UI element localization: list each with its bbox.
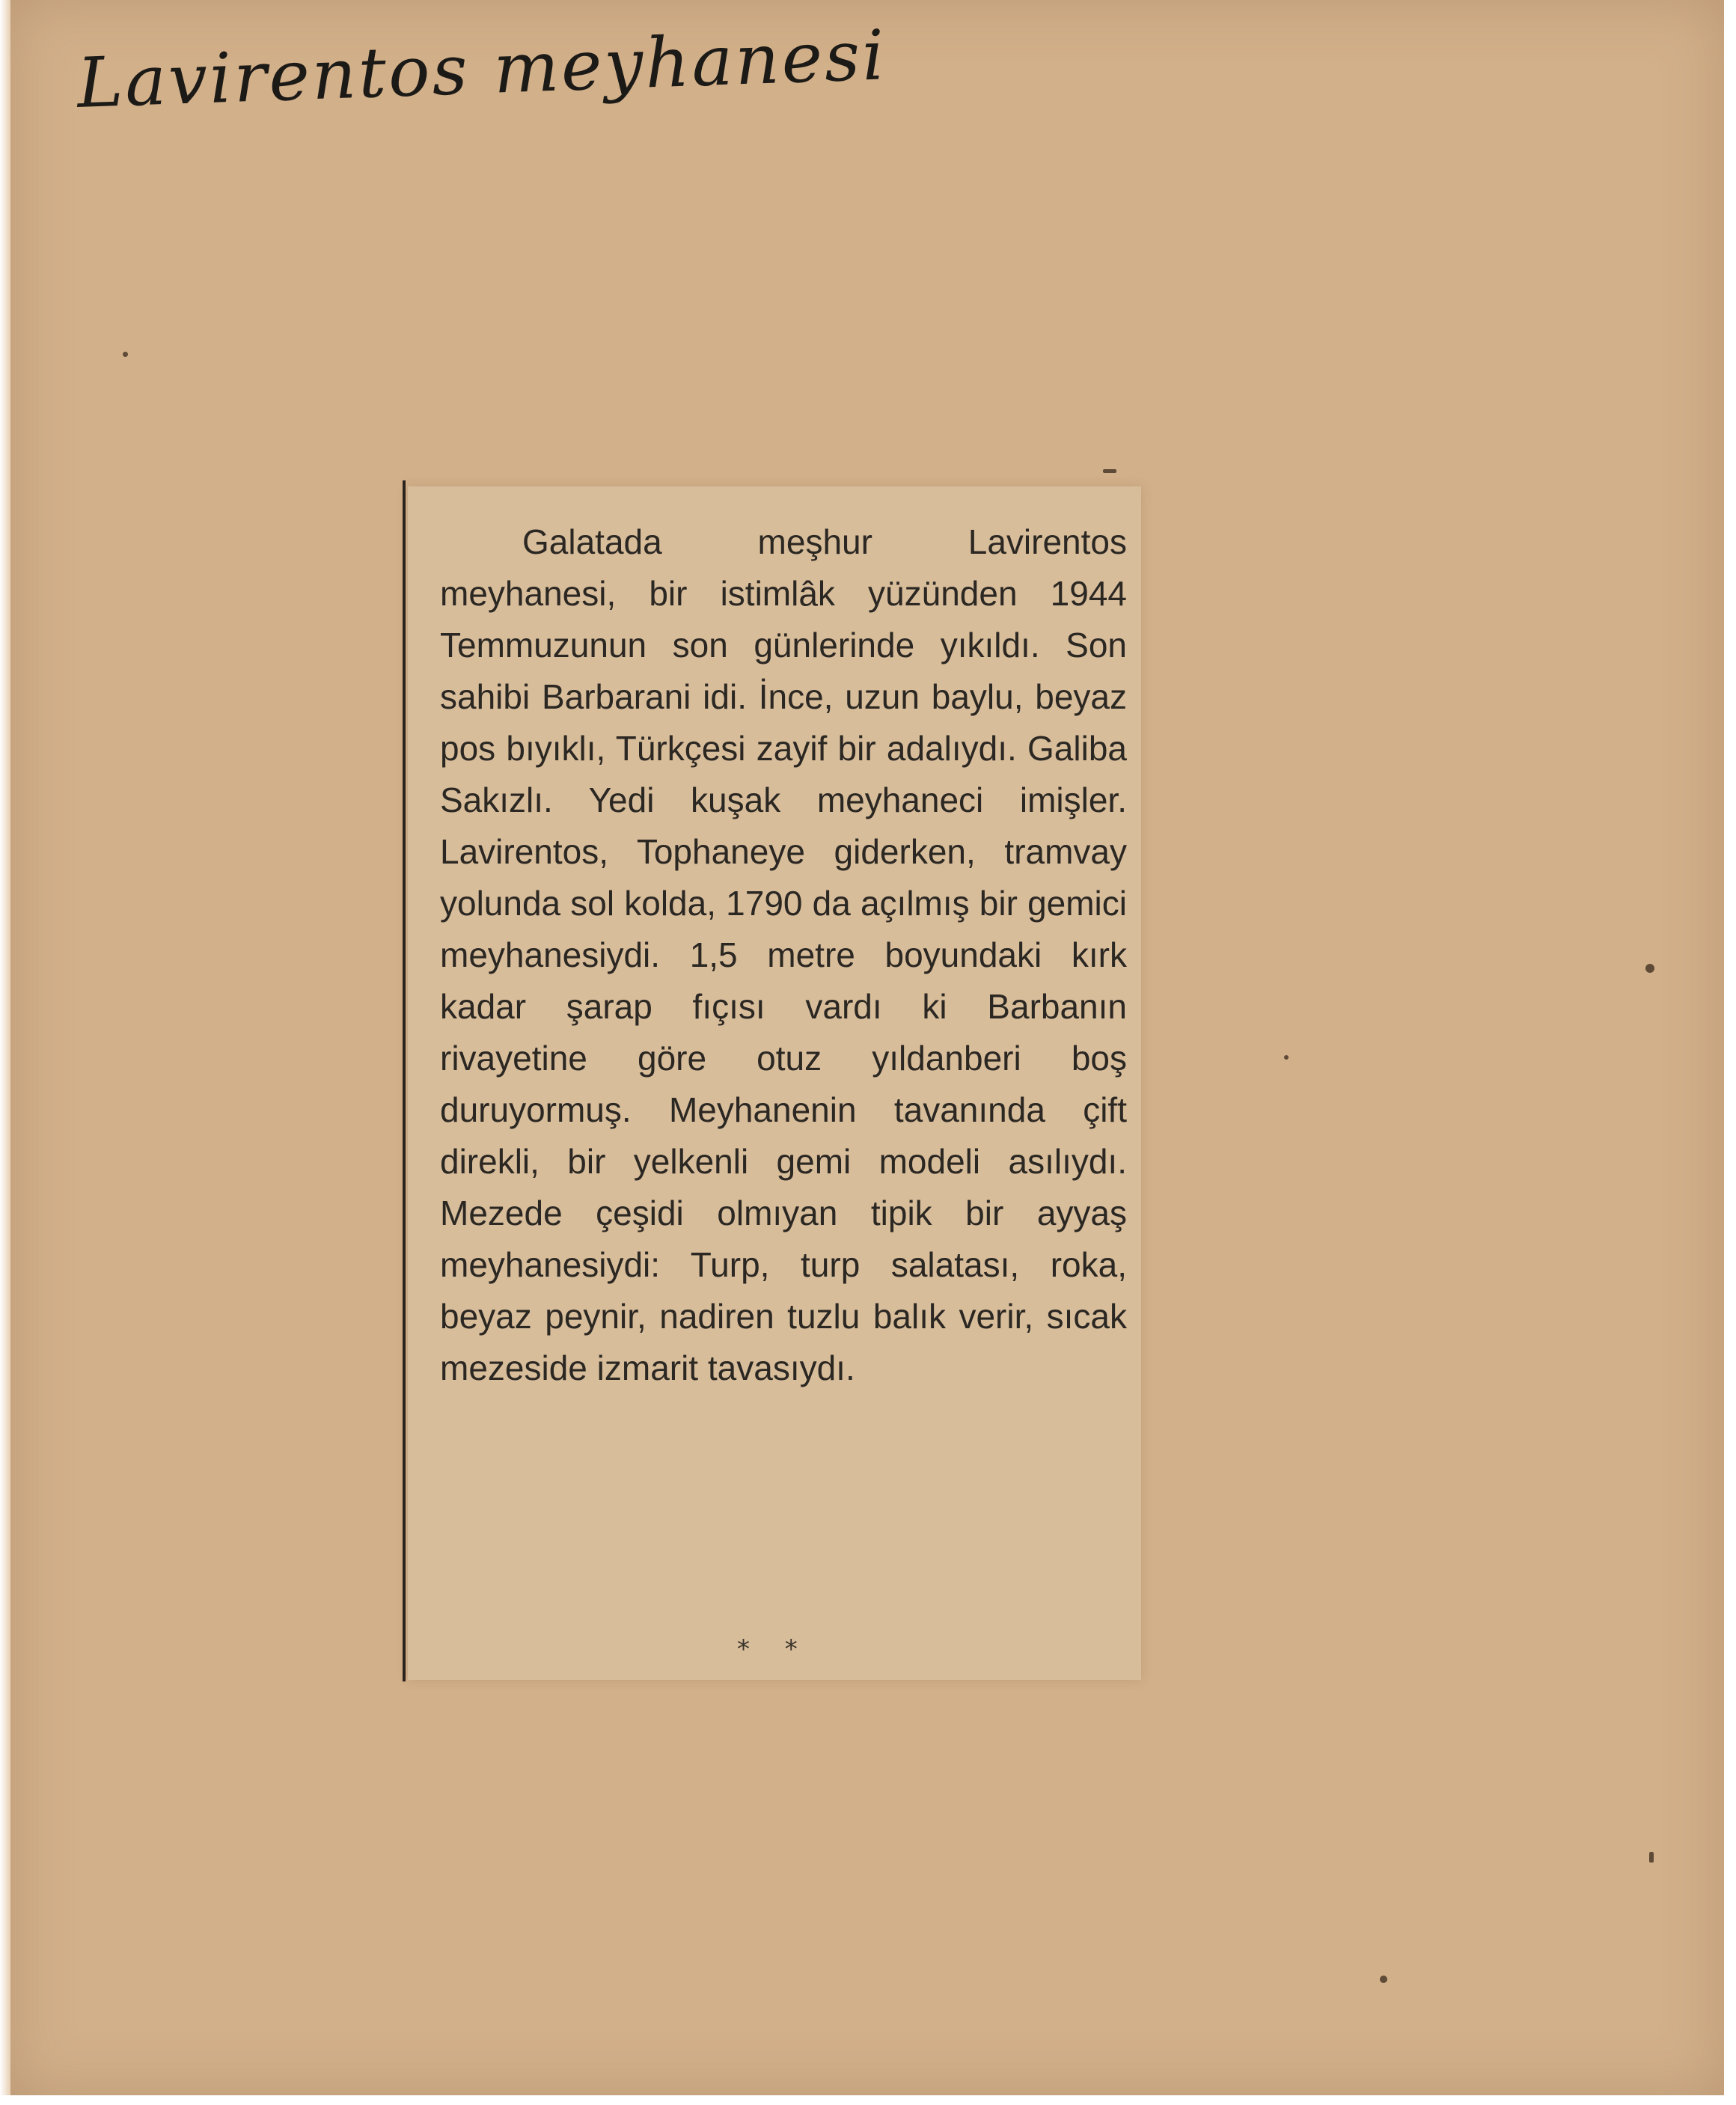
- torn-paper-edge: [0, 0, 10, 2095]
- paper-speck: [1645, 964, 1654, 973]
- handwritten-heading: Lavirentos meyhanesi: [76, 15, 888, 123]
- article-text: Galatada meşhur Lavirentos meyhanesi, bir istimlâk yüzünden 1944 Temmuzunun son günlerinde yıkıldı. Son sahibi Barbarani idi. İnce, uzun baylu, beyaz pos bıyıklı, Türkçesi zayif bir adalıydı. Galiba Sakızlı. Yedi kuşak meyhaneci imişler. Lavirentos, Tophaneye giderken, tramvay yolunda sol kolda, 1790 da açılmış bir gemici meyhanesiydi. 1,5 metre boyundaki kırk kadar şarap fıçısı vardı ki Barbanın rivayetine göre otuz yıldanberi boş duruyormuş. Meyhanenin tavanında çift direkli, bir yelkenli gemi modeli asılıydı. Mezede çeşidi olmıyan tipik bir ayyaş meyhanesiydi: Turp, turp salatası, roka, beyaz peynir, nadiren tuzlu balık verir, sıcak mezeside izmarit tavasıydı.: [440, 522, 1127, 1387]
- paper-speck: [1103, 469, 1116, 473]
- paper-speck: [1649, 1852, 1654, 1863]
- clipping-margin-rule: [403, 480, 406, 1681]
- paper-speck: [1284, 1055, 1289, 1060]
- article-end-mark: * *: [737, 1634, 811, 1664]
- article-body: [440, 516, 1127, 1394]
- paper-speck: [123, 352, 128, 357]
- paper-speck: [1380, 1976, 1387, 1983]
